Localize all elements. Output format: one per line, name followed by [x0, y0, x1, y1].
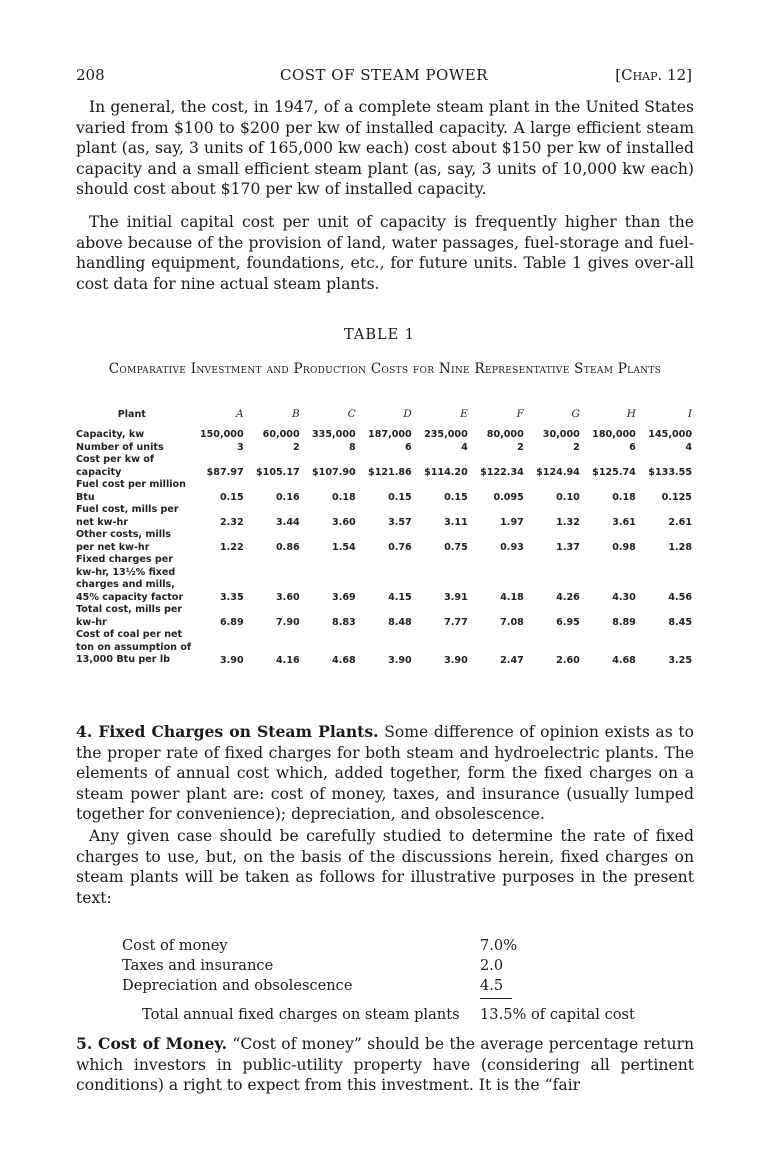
table-cell: 0.76 [388, 542, 412, 553]
column-header: B [291, 408, 300, 420]
table-cell: 187,000 [368, 429, 412, 440]
paragraph-initial-capital: The initial capital cost per unit of capacity is frequently higher than the above because of the provision of land, water passages, fuel-storage and fuel-handling equipment, foundations, etc., for future units. Table 1 gives over-all cost data for nine actual steam plants. [76, 213, 694, 293]
page-header [76, 66, 692, 86]
table-cell: $105.17 [255, 467, 300, 478]
plant-column-header: Plant [117, 408, 146, 420]
running-title: COST OF STEAM POWER [279, 66, 489, 84]
table-cell: 3.57 [388, 517, 412, 528]
table-row [76, 529, 696, 554]
table-cell: 30,000 [542, 429, 580, 440]
table-cell: 4.15 [388, 592, 412, 603]
row-label: Fuel cost, mills per net kw-hr [76, 504, 179, 528]
fixed-charge-value: 4.5 [480, 977, 504, 994]
table-cell: 4.56 [668, 592, 692, 603]
table-cell: 3.61 [612, 517, 636, 528]
table-cell: 0.98 [612, 542, 636, 553]
table-cell: $87.97 [206, 467, 244, 478]
table-cell: 4 [685, 442, 692, 453]
table-cell: 3.35 [219, 592, 244, 603]
table-cell: 2.60 [556, 654, 580, 666]
column-header: A [236, 408, 244, 420]
cost-data-table [76, 406, 696, 667]
table-cell: $124.94 [536, 467, 580, 478]
table-cell: 4.30 [612, 592, 636, 603]
table-cell: 3.60 [276, 592, 300, 603]
paragraph-cost-1947: In general, the cost, in 1947, of a complete steam plant in the United States varied from $100 to $200 per kw of installed capacity. A large efficient steam plant (as, say, 3 units of 165,000 kw each) cost about $150 per kw of installed capacity and a small efficient steam plant (as, say, 3 units of 10,000 kw each) should cost about $170 per kw of installed capacity. [76, 98, 694, 199]
fixed-charge-value: 7.0% [480, 937, 518, 954]
table-cell: 1.28 [668, 542, 692, 553]
table-cell: 0.93 [500, 542, 524, 553]
table-cell: 2 [573, 442, 580, 453]
table-cell: 0.125 [661, 492, 692, 503]
column-header: C [347, 408, 356, 420]
fixed-charge-value: 2.0 [480, 957, 504, 974]
section-4-heading: 4. Fixed Charges on Steam Plants. [76, 722, 379, 741]
table-cell: 2 [292, 442, 300, 453]
table-title: TABLE 1 [343, 327, 416, 343]
column-header: D [403, 408, 412, 420]
table-cell: 150,000 [199, 429, 244, 440]
table-cell: 335,000 [312, 429, 356, 440]
table-cell: 145,000 [648, 429, 692, 440]
row-label: Fixed charges per kw-hr, 13½% fixed charges and mills, 45% capacity factor [76, 554, 184, 603]
column-header: G [571, 408, 580, 420]
section-5-paragraph [76, 1034, 694, 1096]
section-5-heading: 5. Cost of Money. [76, 1034, 228, 1053]
table-cell: 0.15 [388, 492, 412, 503]
table-header-row [76, 406, 696, 428]
row-label: Fuel cost per million Btu [76, 479, 186, 503]
table-cell: 0.10 [556, 492, 580, 503]
table-cell: 0.18 [612, 492, 636, 503]
column-header: E [460, 408, 468, 420]
table-row [76, 629, 696, 667]
table-cell: 4.26 [556, 592, 580, 603]
table-cell: 3.44 [276, 517, 300, 528]
total-value: 13.5% of capital cost [480, 1006, 635, 1023]
table-cell: 8 [349, 442, 356, 453]
table-row [76, 479, 696, 504]
table-cell: 3.25 [668, 654, 692, 666]
table-cell: 60,000 [262, 429, 300, 440]
table-cell: $114.20 [424, 467, 468, 478]
table-cell: 0.15 [219, 492, 244, 503]
table-cell: 4.18 [500, 592, 524, 603]
column-header: F [516, 408, 524, 420]
fixed-charge-item [122, 956, 562, 976]
row-label: Number of units [76, 441, 164, 453]
table-cell: $133.55 [648, 467, 692, 478]
total-label: Total annual fixed charges on steam plants [142, 1006, 460, 1023]
table-cell: 3.69 [332, 592, 356, 603]
table-cell: 0.75 [444, 542, 468, 553]
page-number: 208 [76, 66, 105, 84]
table-cell: 7.90 [276, 617, 300, 628]
section-5-text: “Cost of money” should be the average percentage return which investors in public-utility property have (considering all pertinent conditions) a right to expect from this investment. It is the “fair [76, 1035, 695, 1095]
chapter-label: [Chap. 12] [615, 66, 692, 84]
fixed-charge-label: Cost of money [122, 937, 228, 954]
table-row [76, 454, 696, 479]
section-4-text: Some difference of opinion exists as to the proper rate of fixed charges for both steam and hydroelectric plants. The elements of annual cost which, added together, form the fixed charges on a steam power plant are: cost of money, taxes, and insurance (usually lumped together for convenience); depreciation, and obsolescence. [76, 723, 694, 824]
table-cell: 1.22 [219, 542, 244, 553]
table-cell: 235,000 [424, 429, 468, 440]
table-cell: 6 [405, 442, 412, 453]
section-4-paragraph [76, 722, 694, 825]
table-cell: $125.74 [592, 467, 636, 478]
row-label: Cost of coal per net ton on assumption of 13,000 Btu per lb [76, 629, 192, 665]
table-cell: 3.90 [444, 654, 468, 666]
table-cell: 3.90 [388, 654, 412, 666]
fixed-charge-label: Taxes and insurance [122, 957, 274, 974]
table-cell: 3.91 [444, 592, 468, 603]
row-label: Total cost, mills per kw-hr [76, 604, 183, 628]
table-cell: 2 [517, 442, 524, 453]
section-4-paragraph-2: Any given case should be carefully studied to determine the rate of fixed charges to use, but, on the basis of the discussions herein, fixed charges on steam plants will be taken as follows for illustrative purposes in the present text: [76, 827, 694, 907]
table-cell: 2.32 [219, 517, 244, 528]
table-cell: 6.95 [556, 617, 580, 628]
table-cell: 6.89 [219, 617, 244, 628]
row-label: Capacity, kw [76, 428, 145, 440]
table-cell: 0.15 [444, 492, 468, 503]
table-cell: 3.60 [332, 517, 356, 528]
fixed-charge-label: Depreciation and obsolescence [122, 977, 353, 994]
table-cell: 0.16 [276, 492, 300, 503]
table-cell: 8.45 [668, 617, 692, 628]
table-row [76, 441, 696, 454]
table-cell: 4.68 [612, 654, 636, 666]
table-cell: 80,000 [486, 429, 524, 440]
row-label: Cost per kw of capacity [76, 454, 155, 478]
table-cell: 0.095 [493, 492, 524, 503]
table-cell: 1.97 [500, 517, 524, 528]
table-row [76, 554, 696, 604]
table-row [76, 604, 696, 629]
table-cell: $121.86 [368, 467, 412, 478]
table-cell: 7.77 [444, 617, 468, 628]
table-cell: 0.86 [276, 542, 300, 553]
fixed-charge-item [122, 936, 562, 956]
column-header: I [687, 408, 692, 420]
table-cell: 2.47 [500, 654, 524, 666]
table-cell: 7.08 [500, 617, 524, 628]
table-cell: 0.18 [332, 492, 356, 503]
table-cell: $107.90 [312, 467, 356, 478]
fixed-charges-list [122, 936, 562, 996]
table-cell: 4.68 [332, 654, 356, 666]
table-cell: 8.89 [612, 617, 636, 628]
table-row [76, 428, 696, 441]
table-body [76, 428, 696, 667]
table-cell: 4 [461, 442, 468, 453]
table-cell: 1.37 [556, 542, 580, 553]
table-caption: Comparative Investment and Production Costs for Nine Representative Steam Plants [108, 361, 662, 377]
row-label: Other costs, mills per net kw-hr [76, 529, 171, 553]
column-header: H [626, 408, 636, 420]
table-cell: 1.32 [556, 517, 580, 528]
table-cell: 4.16 [276, 654, 300, 666]
table-cell: 8.83 [332, 617, 356, 628]
table-cell: 3.11 [444, 517, 468, 528]
table-cell: $122.34 [480, 467, 524, 478]
sum-rule [480, 998, 512, 999]
fixed-charge-item [122, 976, 562, 996]
table-cell: 6 [629, 442, 636, 453]
table-cell: 1.54 [332, 542, 356, 553]
table-cell: 3 [236, 442, 244, 453]
table-cell: 180,000 [592, 429, 636, 440]
table-cell: 8.48 [388, 617, 412, 628]
table-cell: 3.90 [219, 654, 244, 666]
table-row [76, 504, 696, 529]
table-cell: 2.61 [668, 517, 692, 528]
